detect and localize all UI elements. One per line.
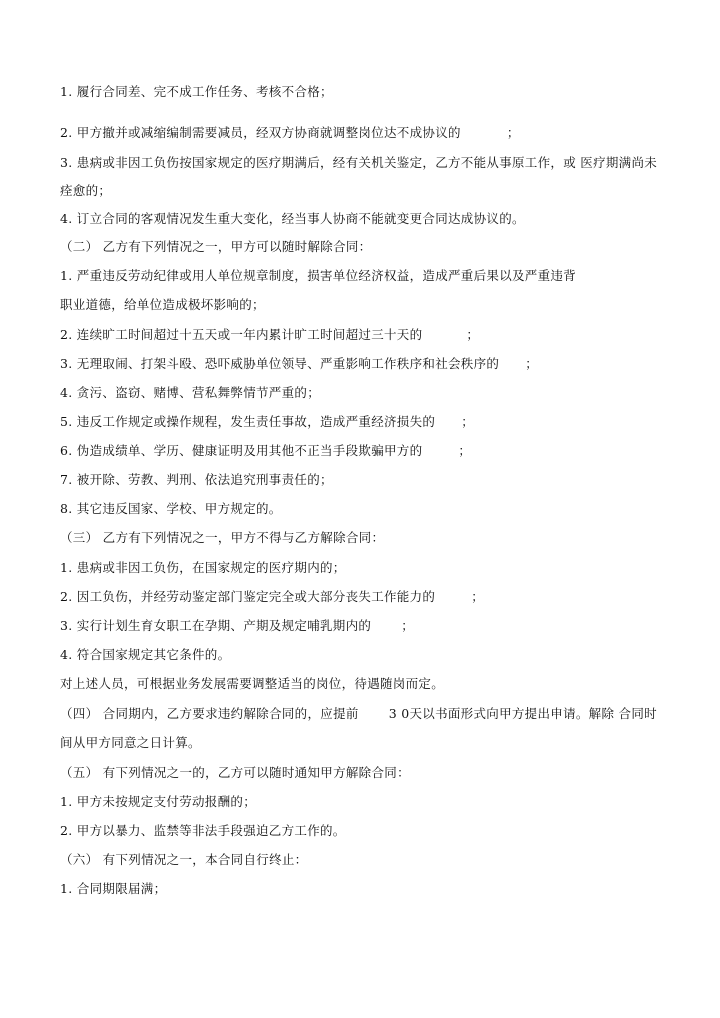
clause-line — [60, 706, 657, 722]
clause-text: 2. 因工负伤，并经劳动鉴定部门鉴定完全或大部分丧失工作能力的 — [60, 589, 436, 604]
clause-end: ； — [506, 125, 520, 140]
clause-end: ； — [461, 414, 475, 429]
clause-line: 4. 订立合同的客观情况发生重大变化，经当事人协商不能就变更合同达成协议的。 — [60, 211, 525, 226]
clause-line: 职业道德，给单位造成极坏影响的； — [60, 297, 265, 312]
clause-line: 1. 患病或非因工负伤，在国家规定的医疗期内的； — [60, 560, 346, 575]
clause-line — [60, 125, 520, 141]
section-heading: （五） 有下列情况之一的，乙方可以随时通知甲方解除合同： — [60, 765, 410, 780]
section-heading: （六） 有下列情况之一，本合同自行终止： — [60, 852, 308, 867]
clause-text: （四） 合同期内，乙方要求违约解除合同的，应提前 — [60, 706, 359, 721]
clause-line — [60, 618, 414, 634]
clause-line: 4. 贪污、盗窃、赌博、营私舞弊情节严重的； — [60, 385, 321, 400]
clause-end: ； — [525, 356, 539, 371]
clause-line — [60, 589, 484, 605]
clause-line: 间从甲方同意之日计算。 — [60, 735, 201, 750]
clause-line: 1. 严重违反劳动纪律或用人单位规章制度，损害单位经济权益，造成严重后果以及严重违背 — [60, 268, 577, 283]
clause-text: 2. 连续旷工时间超过十五天或一年内累计旷工时间超过三十天的 — [60, 327, 423, 342]
clause-line: 2. 甲方以暴力、监禁等非法手段强迫乙方工作的。 — [60, 823, 346, 838]
clause-text-continued: 3 0天以书面形式向甲方提出申请。解除 合同时 — [388, 706, 657, 721]
clause-line — [60, 327, 479, 343]
clause-text: 3. 实行计划生育女职工在孕期、产期及规定哺乳期内的 — [60, 618, 372, 633]
clause-line: 4. 符合国家规定其它条件的。 — [60, 647, 231, 662]
clause-text: 5. 违反工作规定或操作规程，发生责任事故，造成严重经济损失的 — [60, 414, 436, 429]
clause-line — [60, 414, 474, 430]
clause-line: 7. 被开除、劳教、判刑、依法追究刑事责任的； — [60, 472, 333, 487]
clause-end: ； — [471, 589, 485, 604]
clause-text: 3. 无理取闹、打架斗殴、恐吓威胁单位领导、严重影响工作秩序和社会秩序的 — [60, 356, 500, 371]
clause-line — [60, 443, 471, 459]
clause-line — [60, 356, 538, 372]
clause-line: 1. 履行合同差、完不成工作任务、考核不合格； — [60, 84, 333, 99]
clause-text: 2. 甲方撤并或减缩编制需要减员，经双方协商就调整岗位达不成协议的 — [60, 125, 461, 140]
clause-line: 痊愈的； — [60, 183, 112, 198]
clause-end: ； — [466, 327, 480, 342]
section-heading: （三） 乙方有下列情况之一，甲方不得与乙方解除合同： — [60, 530, 385, 545]
clause-line: 1. 合同期限届满； — [60, 881, 167, 896]
clause-line: 1. 甲方未按规定支付劳动报酬的； — [60, 794, 257, 809]
clause-line: 3. 患病或非因工负伤按国家规定的医疗期满后，经有关机关鉴定，乙方不能从事原工作，或 医疗期满尚未 — [60, 155, 658, 170]
section-heading: （二） 乙方有下列情况之一，甲方可以随时解除合同： — [60, 239, 372, 254]
clause-line: 对上述人员，可根据业务发展需要调整适当的岗位，待遇随岗而定。 — [60, 676, 445, 691]
clause-end: ； — [401, 618, 415, 633]
clause-line: 8. 其它违反国家、学校、甲方规定的。 — [60, 501, 282, 516]
clause-end: ； — [458, 443, 472, 458]
clause-text: 6. 伪造成绩单、学历、健康证明及用其他不正当手段欺骗甲方的 — [60, 443, 423, 458]
